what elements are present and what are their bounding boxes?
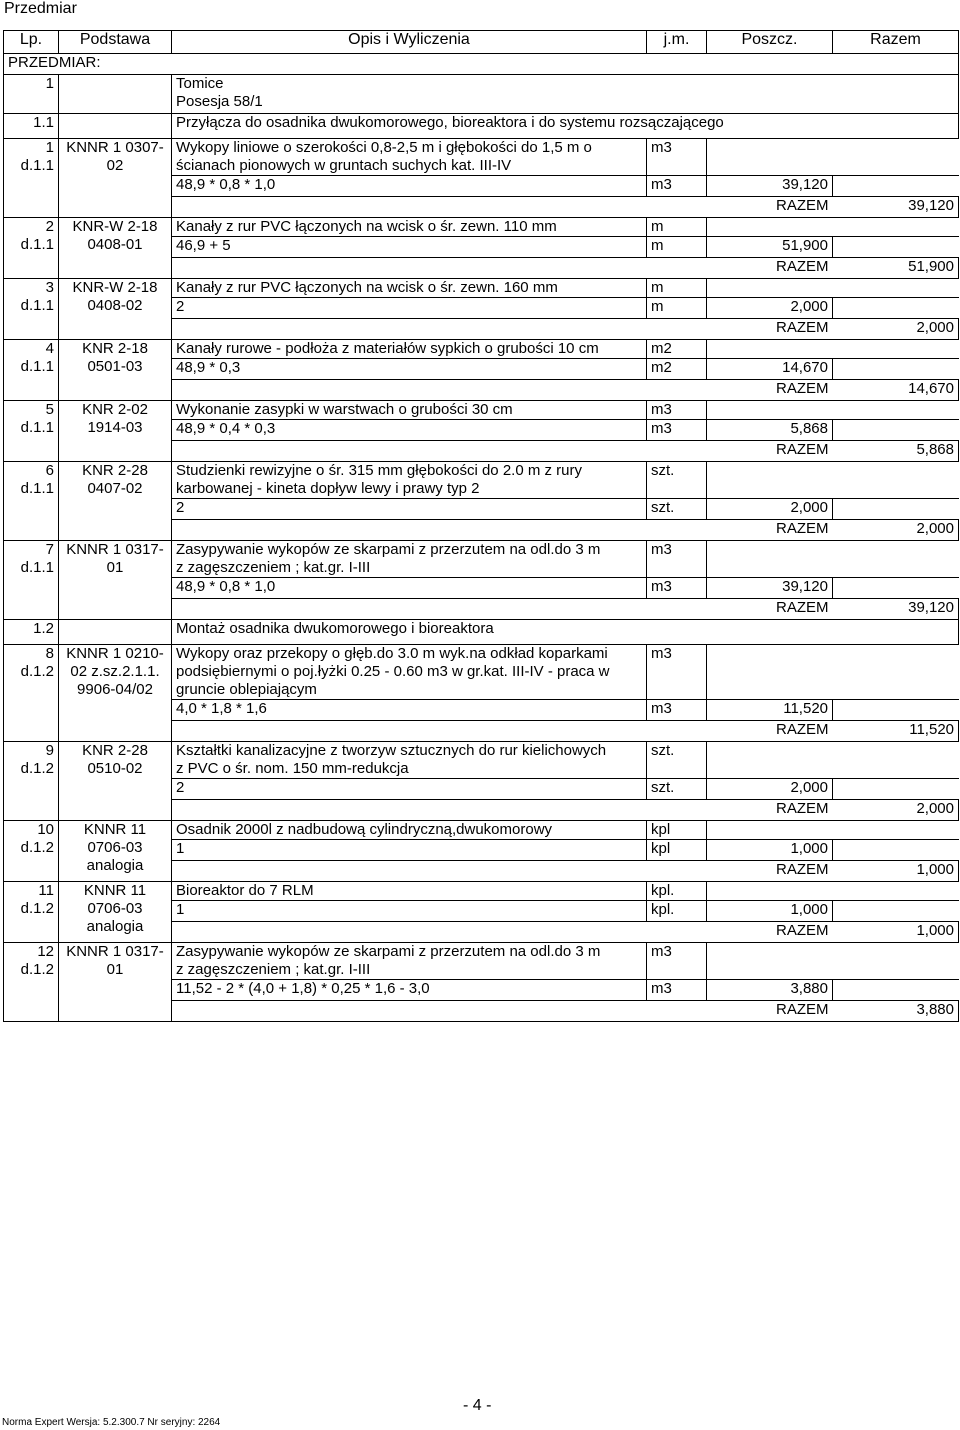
calc-expression: 48,9 * 0,4 * 0,3: [172, 420, 647, 441]
calc-poszcz: 39,120: [707, 176, 833, 197]
item-lp: [4, 462, 59, 541]
item-row: [4, 401, 959, 420]
item-unit: szt.: [647, 462, 707, 499]
calc-poszcz: 39,120: [707, 578, 833, 599]
calc-expression: 4,0 * 1,8 * 1,6: [172, 700, 647, 721]
item-description: Kanały z rur PVC łączonych na wcisk o śr. zewn. 160 mm: [172, 279, 647, 298]
item-unit: kpl: [647, 821, 707, 840]
header-lp: Lp.: [4, 31, 59, 54]
item-podstawa: KNNR 1 0317- 01: [59, 943, 172, 1022]
location-row: [4, 75, 959, 114]
calc-expression: 2: [172, 499, 647, 520]
razem-label: RAZEM: [707, 319, 833, 340]
item-description: Osadnik 2000l z nadbudową cylindryczną,dwukomorowy: [172, 821, 647, 840]
item-empty: [707, 541, 959, 578]
calc-unit: m3: [647, 176, 707, 197]
razem-label: RAZEM: [707, 520, 833, 541]
item-podstawa: KNNR 1 0317- 01: [59, 541, 172, 620]
section-podstawa: [59, 114, 172, 139]
calc-empty: [833, 840, 959, 861]
przedmiar-table: [3, 30, 959, 1022]
item-podstawa: KNNR 11 0706-03 analogia: [59, 821, 172, 882]
calc-empty: [833, 237, 959, 258]
razem-spacer: [172, 441, 707, 462]
calc-poszcz: 11,520: [707, 700, 833, 721]
calc-empty: [833, 700, 959, 721]
razem-spacer: [172, 800, 707, 821]
item-department: d.1.1: [20, 297, 54, 314]
item-podstawa: KNNR 11 0706-03 analogia: [59, 882, 172, 943]
item-podstawa: KNNR 1 0307- 02: [59, 139, 172, 218]
calc-poszcz: 2,000: [707, 298, 833, 319]
razem-value: 2,000: [833, 800, 959, 821]
calc-expression: 48,9 * 0,8 * 1,0: [172, 578, 647, 599]
item-unit: szt.: [647, 742, 707, 779]
page-number: - 4 -: [463, 1397, 492, 1414]
item-unit: m3: [647, 401, 707, 420]
calc-expression: 11,52 - 2 * (4,0 + 1,8) * 0,25 * 1,6 - 3,0: [172, 980, 647, 1001]
header-razem: Razem: [833, 31, 959, 54]
item-podstawa: KNR 2-28 0510-02: [59, 742, 172, 821]
razem-spacer: [172, 380, 707, 401]
calc-unit: m2: [647, 359, 707, 380]
item-number: 2: [45, 218, 54, 235]
item-podstawa: KNR-W 2-18 0408-02: [59, 279, 172, 340]
razem-spacer: [172, 1001, 707, 1022]
item-podstawa: KNR-W 2-18 0408-01: [59, 218, 172, 279]
calc-empty: [833, 578, 959, 599]
razem-spacer: [172, 922, 707, 943]
section-podstawa: [59, 620, 172, 645]
razem-label: RAZEM: [707, 861, 833, 882]
item-unit: m3: [647, 943, 707, 980]
item-lp: [4, 882, 59, 943]
item-empty: [707, 462, 959, 499]
razem-label: RAZEM: [707, 800, 833, 821]
item-lp: [4, 401, 59, 462]
calc-unit: m3: [647, 700, 707, 721]
item-description: Zasypywanie wykopów ze skarpami z przerzutem na odl.do 3 m z zagęszczeniem ; kat.gr. I-III: [172, 541, 647, 578]
section-label: PRZEDMIAR:: [4, 54, 959, 75]
item-row: [4, 462, 959, 499]
calc-unit: m3: [647, 980, 707, 1001]
item-department: d.1.1: [20, 358, 54, 375]
calc-poszcz: 2,000: [707, 499, 833, 520]
item-description: Kształtki kanalizacyjne z tworzyw sztucznych do rur kielichowych z PVC o śr. nom. 150 mm-redukcja: [172, 742, 647, 779]
razem-value: 1,000: [833, 922, 959, 943]
razem-label: RAZEM: [707, 197, 833, 218]
item-lp: [4, 279, 59, 340]
header-podstawa: Podstawa: [59, 31, 172, 54]
calc-expression: 46,9 + 5: [172, 237, 647, 258]
item-description: Wykopy liniowe o szerokości 0,8-2,5 m i głębokości do 1,5 m o ścianach pionowych w gruntach suchych kat. III-IV: [172, 139, 647, 176]
section-lp: 1.1: [4, 114, 59, 139]
calc-empty: [833, 176, 959, 197]
section-row: [4, 114, 959, 139]
page-title: Przedmiar: [4, 0, 77, 17]
item-number: 12: [37, 943, 54, 960]
calc-poszcz: 3,880: [707, 980, 833, 1001]
calc-unit: m: [647, 298, 707, 319]
razem-value: 14,670: [833, 380, 959, 401]
item-unit: m2: [647, 340, 707, 359]
item-unit: m3: [647, 541, 707, 578]
software-footer: Norma Expert Wersja: 5.2.300.7 Nr seryjny: 2264: [2, 1417, 221, 1428]
item-lp: [4, 742, 59, 821]
razem-spacer: [172, 599, 707, 620]
item-department: d.1.1: [20, 157, 54, 174]
item-lp: [4, 541, 59, 620]
item-empty: [707, 340, 959, 359]
item-department: d.1.2: [20, 839, 54, 856]
item-empty: [707, 218, 959, 237]
item-number: 11: [38, 882, 54, 899]
location-text: Tomice Posesja 58/1: [172, 75, 959, 114]
item-empty: [707, 742, 959, 779]
item-department: d.1.2: [20, 760, 54, 777]
item-lp: [4, 218, 59, 279]
calc-empty: [833, 779, 959, 800]
razem-spacer: [172, 721, 707, 742]
calc-empty: [833, 499, 959, 520]
item-number: 3: [45, 279, 54, 296]
razem-label: RAZEM: [707, 599, 833, 620]
item-number: 7: [45, 541, 54, 558]
section-title: Przyłącza do osadnika dwukomorowego, bioreaktora i do systemu rozsączającego: [172, 114, 959, 139]
item-description: Kanały z rur PVC łączonych na wcisk o śr. zewn. 110 mm: [172, 218, 647, 237]
razem-value: 51,900: [833, 258, 959, 279]
item-number: 5: [45, 401, 54, 418]
item-row: [4, 218, 959, 237]
razem-label: RAZEM: [707, 721, 833, 742]
item-row: [4, 279, 959, 298]
item-podstawa: KNNR 1 0210- 02 z.sz.2.1.1. 9906-04/02: [59, 645, 172, 742]
razem-label: RAZEM: [707, 441, 833, 462]
calc-empty: [833, 901, 959, 922]
item-number: 1: [45, 139, 54, 156]
razem-value: 11,520: [833, 721, 959, 742]
calc-empty: [833, 298, 959, 319]
razem-label: RAZEM: [707, 258, 833, 279]
item-empty: [707, 943, 959, 980]
item-department: d.1.2: [20, 663, 54, 680]
item-lp: [4, 340, 59, 401]
item-lp: [4, 645, 59, 742]
section-label-row: [4, 54, 959, 75]
item-row: [4, 882, 959, 901]
item-department: d.1.1: [20, 236, 54, 253]
calc-empty: [833, 420, 959, 441]
section-row: [4, 620, 959, 645]
item-lp: [4, 943, 59, 1022]
calc-empty: [833, 980, 959, 1001]
calc-poszcz: 1,000: [707, 840, 833, 861]
calc-unit: szt.: [647, 499, 707, 520]
item-unit: m: [647, 218, 707, 237]
calc-expression: 2: [172, 779, 647, 800]
razem-spacer: [172, 197, 707, 218]
calc-poszcz: 51,900: [707, 237, 833, 258]
calc-expression: 1: [172, 840, 647, 861]
calc-expression: 1: [172, 901, 647, 922]
item-empty: [707, 645, 959, 700]
item-unit: kpl.: [647, 882, 707, 901]
item-row: [4, 340, 959, 359]
razem-value: 5,868: [833, 441, 959, 462]
calc-unit: m3: [647, 420, 707, 441]
section-title: Montaż osadnika dwukomorowego i bioreaktora: [172, 620, 959, 645]
item-row: [4, 645, 959, 700]
item-unit: m3: [647, 645, 707, 700]
razem-spacer: [172, 861, 707, 882]
item-row: [4, 943, 959, 980]
calc-poszcz: 14,670: [707, 359, 833, 380]
item-row: [4, 742, 959, 779]
razem-value: 2,000: [833, 319, 959, 340]
razem-spacer: [172, 258, 707, 279]
razem-value: 39,120: [833, 197, 959, 218]
item-row: [4, 139, 959, 176]
location-lp: 1: [4, 75, 59, 114]
razem-spacer: [172, 520, 707, 541]
calc-expression: 48,9 * 0,3: [172, 359, 647, 380]
razem-label: RAZEM: [707, 380, 833, 401]
item-empty: [707, 139, 959, 176]
item-empty: [707, 401, 959, 420]
item-department: d.1.1: [20, 559, 54, 576]
location-podstawa: [59, 75, 172, 114]
item-lp: [4, 821, 59, 882]
item-empty: [707, 279, 959, 298]
calc-empty: [833, 359, 959, 380]
header-poszcz: Poszcz.: [707, 31, 833, 54]
razem-label: RAZEM: [707, 922, 833, 943]
razem-value: 3,880: [833, 1001, 959, 1022]
header-jm: j.m.: [647, 31, 707, 54]
calc-expression: 2: [172, 298, 647, 319]
item-number: 6: [45, 462, 54, 479]
calc-unit: kpl.: [647, 901, 707, 922]
header-opis: Opis i Wyliczenia: [172, 31, 647, 54]
item-number: 10: [37, 821, 54, 838]
calc-unit: m: [647, 237, 707, 258]
razem-value: 39,120: [833, 599, 959, 620]
item-department: d.1.2: [20, 961, 54, 978]
item-department: d.1.1: [20, 419, 54, 436]
item-row: [4, 821, 959, 840]
item-podstawa: KNR 2-18 0501-03: [59, 340, 172, 401]
item-description: Studzienki rewizyjne o śr. 315 mm głębokości do 2.0 m z rury karbowanej - kineta dopływ lewy i prawy typ 2: [172, 462, 647, 499]
item-empty: [707, 882, 959, 901]
item-podstawa: KNR 2-02 1914-03: [59, 401, 172, 462]
item-department: d.1.1: [20, 480, 54, 497]
item-department: d.1.2: [20, 900, 54, 917]
section-lp: 1.2: [4, 620, 59, 645]
razem-spacer: [172, 319, 707, 340]
item-number: 4: [45, 340, 54, 357]
calc-unit: szt.: [647, 779, 707, 800]
item-description: Wykonanie zasypki w warstwach o grubości 30 cm: [172, 401, 647, 420]
header-row: [4, 31, 959, 54]
razem-value: 2,000: [833, 520, 959, 541]
calc-expression: 48,9 * 0,8 * 1,0: [172, 176, 647, 197]
razem-value: 1,000: [833, 861, 959, 882]
item-empty: [707, 821, 959, 840]
item-description: Zasypywanie wykopów ze skarpami z przerzutem na odl.do 3 m z zagęszczeniem ; kat.gr. I-III: [172, 943, 647, 980]
item-podstawa: KNR 2-28 0407-02: [59, 462, 172, 541]
item-lp: [4, 139, 59, 218]
calc-poszcz: 1,000: [707, 901, 833, 922]
item-number: 9: [45, 742, 54, 759]
item-unit: m: [647, 279, 707, 298]
calc-unit: m3: [647, 578, 707, 599]
item-description: Kanały rurowe - podłoża z materiałów sypkich o grubości 10 cm: [172, 340, 647, 359]
item-number: 8: [45, 645, 54, 662]
calc-poszcz: 2,000: [707, 779, 833, 800]
item-row: [4, 541, 959, 578]
razem-label: RAZEM: [707, 1001, 833, 1022]
calc-unit: kpl: [647, 840, 707, 861]
item-description: Wykopy oraz przekopy o głęb.do 3.0 m wyk.na odkład koparkami podsiębiernymi o poj.łyżki 0.25 - 0.60 m3 w gr.kat. III-IV - praca w gruncie oblepiającym: [172, 645, 647, 700]
item-unit: m3: [647, 139, 707, 176]
calc-poszcz: 5,868: [707, 420, 833, 441]
item-description: Bioreaktor do 7 RLM: [172, 882, 647, 901]
